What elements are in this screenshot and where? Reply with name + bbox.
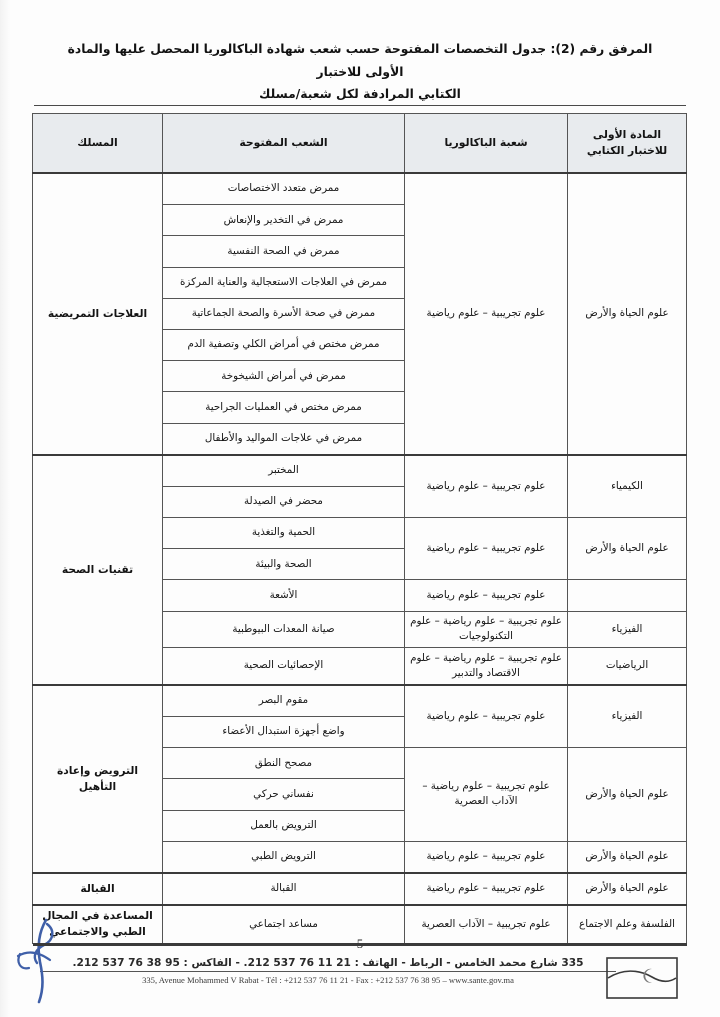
cell-open-branch: واضع أجهزة استبدال الأعضاء xyxy=(163,716,405,747)
cell-bac-branch: علوم تجريبية – علوم رياضية xyxy=(405,685,568,748)
cell-open-branch: مقوم البصر xyxy=(163,685,405,717)
cell-open-branch: الصحة والبيئة xyxy=(163,549,405,580)
page-title-line-1: المرفق رقم (2): جدول التخصصات المفتوحة حسب شعب شهادة الباكالوريا المحصل عليها والمادة الأولى للاختبار xyxy=(67,42,653,79)
table-head xyxy=(33,114,687,174)
cell-material: علوم الحياة والأرض xyxy=(568,518,687,580)
cell-open-branch: ممرض متعدد الاختصاصات xyxy=(163,173,405,205)
table-row xyxy=(33,173,687,205)
cell-open-branch: ممرض مختص في أمراض الكلي وتصفية الدم xyxy=(163,329,405,360)
table-row xyxy=(33,685,687,717)
cell-bac-branch: علوم تجريبية – علوم رياضية xyxy=(405,173,568,455)
cell-open-branch: محضر في الصيدلة xyxy=(163,486,405,517)
table-body xyxy=(33,173,687,943)
cell-track: القبالة xyxy=(33,873,163,905)
page-title-line-2: الكتابي المرادفة لكل شعبة/مسلك xyxy=(259,87,461,102)
column-header-open-branches: الشعب المفتوحة xyxy=(163,114,405,174)
cell-bac-branch: علوم تجريبية – علوم رياضية xyxy=(405,580,568,611)
table-row xyxy=(33,455,687,487)
cell-material: الفلسفة وعلم الاجتماع xyxy=(568,905,687,943)
footer xyxy=(40,957,616,985)
cell-bac-branch: علوم تجريبية – علوم رياضية xyxy=(405,841,568,873)
cell-bac-branch: علوم تجريبية – علوم رياضية xyxy=(405,873,568,905)
cell-material: علوم الحياة والأرض xyxy=(568,873,687,905)
cell-track: تقنيات الصحة xyxy=(33,455,163,685)
column-header-material xyxy=(568,114,687,174)
cell-bac-branch: علوم تجريبية – علوم رياضية – علوم التكنولوجيات xyxy=(405,611,568,648)
cell-open-branch: المختبر xyxy=(163,455,405,487)
title-divider xyxy=(34,105,686,106)
column-header-material-l1: المادة الأولى xyxy=(592,127,662,141)
signature xyxy=(6,918,76,1006)
cell-open-branch: مساعد اجتماعي xyxy=(163,905,405,943)
cell-open-branch: ممرض في أمراض الشيخوخة xyxy=(163,361,405,392)
column-header-track: المسلك xyxy=(33,114,163,174)
cell-bac-branch: علوم تجريبية – علوم رياضية – علوم الاقتصاد والتدبير xyxy=(405,648,568,685)
cell-material: علوم الحياة والأرض xyxy=(568,173,687,455)
cell-bac-branch: علوم تجريبية – علوم رياضية xyxy=(405,518,568,580)
cell-open-branch: الترويض الطبي xyxy=(163,841,405,873)
cell-material: الفيزياء xyxy=(568,611,687,648)
cell-open-branch: نفساني حركي xyxy=(163,779,405,810)
footer-address-french: 335, Avenue Mohammed V Rabat - Tél : +212 537 76 11 21 - Fax : +212 537 76 38 95 – www.sante.gov.ma xyxy=(142,975,514,985)
cell-open-branch: ممرض مختص في العمليات الجراحية xyxy=(163,392,405,423)
cell-track: المساعدة في المجال الطبي والاجتماعي xyxy=(33,905,163,943)
cell-bac-branch: علوم تجريبية – الآداب العصرية xyxy=(405,905,568,943)
cell-open-branch: الحمية والتغذية xyxy=(163,518,405,549)
cell-open-branch: ممرض في علاجات المواليد والأطفال xyxy=(163,423,405,455)
cell-open-branch: الترويض بالعمل xyxy=(163,810,405,841)
cell-material: علوم الحياة والأرض xyxy=(568,841,687,873)
page-title xyxy=(48,38,672,106)
cell-open-branch: الأشعة xyxy=(163,580,405,611)
cell-material: علوم الحياة والأرض xyxy=(568,748,687,842)
specialties-table-wrapper xyxy=(33,113,687,944)
cell-open-branch: صيانة المعدات البيوطبية xyxy=(163,611,405,648)
cell-open-branch: الإحصائيات الصحية xyxy=(163,648,405,685)
ministry-logo-icon xyxy=(606,957,678,999)
column-header-bac-branch: شعبة الباكالوريا xyxy=(405,114,568,174)
cell-track: العلاجات التمريضية xyxy=(33,173,163,455)
column-header-material-l2: للاختبار الكتابي xyxy=(586,144,668,157)
cell-bac-branch: علوم تجريبية – علوم رياضية – الآداب العصرية xyxy=(405,748,568,842)
table-header-row xyxy=(33,114,687,174)
cell-track: الترويض وإعادة التأهيل xyxy=(33,685,163,873)
cell-material: الكيمياء xyxy=(568,455,687,518)
cell-open-branch: ممرض في العلاجات الاستعجالية والعناية المركزة xyxy=(163,267,405,298)
cell-open-branch: ممرض في الصحة النفسية xyxy=(163,236,405,267)
table-row xyxy=(33,873,687,905)
scan-edge-artifact xyxy=(0,0,10,1017)
cell-open-branch: مصحح النطق xyxy=(163,748,405,779)
cell-open-branch: القبالة xyxy=(163,873,405,905)
footer-divider xyxy=(40,971,616,972)
cell-open-branch: ممرض في صحة الأسرة والصحة الجماعاتية xyxy=(163,298,405,329)
cell-bac-branch: علوم تجريبية – علوم رياضية xyxy=(405,455,568,518)
cell-material: الرياضيات xyxy=(568,648,687,685)
footer-address-arabic: 335 شارع محمد الخامس - الرباط - الهاتف : 21 11 76 537 212. - الفاكس : 95 38 76 537 212. xyxy=(72,957,584,969)
specialties-table xyxy=(32,113,687,944)
cell-open-branch: ممرض في التخدير والإنعاش xyxy=(163,205,405,236)
table-bottom-divider xyxy=(33,943,687,946)
cell-material xyxy=(568,580,687,611)
cell-material: الفيزياء xyxy=(568,685,687,748)
